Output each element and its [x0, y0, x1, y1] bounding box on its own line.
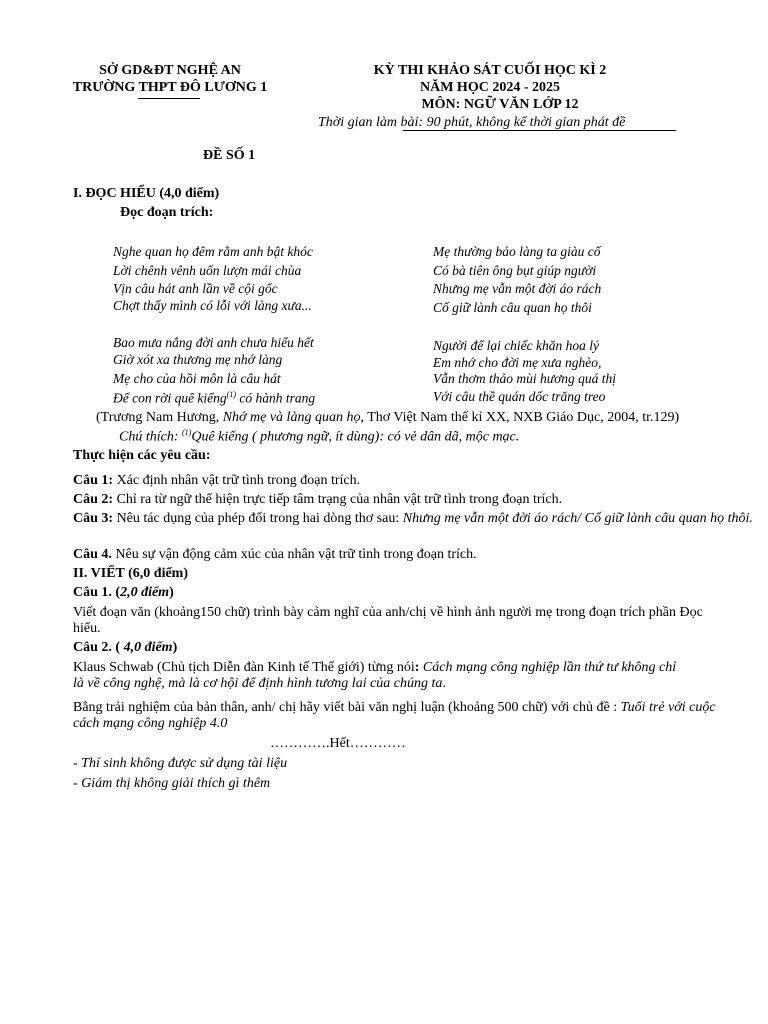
poem-left-line-last: [113, 390, 315, 407]
quote: Cách mạng công nghiệp lần thứ tư không chỉ là về công nghệ, mà là cơ hội để định hình tương lai của chúng ta: [73, 660, 677, 691]
poem-left-line: Nghe quan họ đêm rằm anh bật khóc: [113, 244, 313, 259]
question-2: [73, 492, 753, 508]
source-publication: , Thơ Việt Nam thế kỉ XX, NXB Giáo Dục, 2004, tr.129): [360, 410, 680, 425]
poem-left-line: Chợt thấy mình có lỗi với làng xưa...: [113, 298, 312, 313]
annotation-text: Quê kiểng ( phương ngữ, ít dùng): có vẻ dân dã, mộc mạc.: [191, 429, 520, 445]
writing-question-1-heading: [73, 585, 174, 601]
source-author: (Trương Nam Hương,: [96, 410, 223, 425]
poem-right-line: Em nhớ cho đời mẹ xưa nghèo,: [433, 355, 602, 370]
department-name: SỞ GD&ĐT NGHỆ AN: [99, 63, 241, 78]
colon: :: [414, 660, 423, 675]
score: 2,0 điểm: [120, 585, 170, 600]
writing-question-1-text: Viết đoạn văn (khoảng150 chữ) trình bày cảm nghĩ của anh/chị về hình ảnh người mẹ trong đoạn trích phần Đọc hiểu.: [73, 605, 703, 636]
question-label: Câu 3:: [73, 511, 114, 526]
subject-line: MÔN: NGỮ VĂN LỚP 12: [421, 97, 579, 112]
source-title: Nhớ mẹ và làng quan họ: [222, 410, 361, 425]
question-text: Nêu tác dụng của phép đối trong hai dòng thơ sau:: [113, 511, 403, 526]
requirements-heading: Thực hiện các yêu cầu:: [73, 448, 211, 463]
time-note: Thời gian làm bài: 90 phút, không kể thời gian phát đề: [318, 115, 626, 130]
score: 4,0 điểm: [123, 640, 173, 655]
question-text: Chỉ ra từ ngữ thể hiện trực tiếp tâm trạng của nhân vật trữ tình trong đoạn trích.: [113, 492, 563, 507]
poem-right-line: Cố giữ lành câu quan họ thôi: [433, 300, 592, 315]
question-quote: Nhưng mẹ vẫn một đời áo rách/ Cố giữ lành câu quan họ thôi.: [402, 511, 753, 526]
question-label: Câu 1:: [73, 473, 114, 488]
footnote: - Thí sinh không được sử dụng tài liệu: [73, 756, 288, 771]
end-mark: ………….Hết…………: [270, 736, 406, 751]
label: Câu 2. (: [73, 640, 124, 655]
poem-right-line: Vẫn thơm thảo mùi hương quá thị: [433, 371, 617, 386]
school-name: TRƯỜNG THPT ĐÔ LƯƠNG 1: [72, 80, 268, 95]
text: Bằng trải nghiệm của bản thân, anh/ chị hãy viết bài văn nghị luận (khoảng 500 chữ) với chủ đề :: [73, 700, 621, 715]
annotation-sup: (1): [182, 428, 192, 437]
poem-left-line: Lời chênh vênh uốn lượn mái chùa: [113, 263, 302, 278]
school-underline: [138, 98, 200, 99]
question-label: Câu 4.: [73, 547, 112, 562]
question-text: Xác định nhân vật trữ tình trong đoạn trích.: [113, 473, 361, 488]
poem-left-line: Mẹ cho của hồi môn là câu hát: [113, 371, 281, 386]
writing-question-2-heading: [73, 640, 177, 656]
poem-left-line: Vịn câu hát anh lần về cội gốc: [113, 281, 278, 296]
poem-right-line: Nhưng mẹ vẫn một đời áo rách: [433, 281, 602, 296]
close: ): [172, 640, 178, 655]
writing-question-2-task: [73, 700, 741, 732]
poem-source: [96, 410, 679, 426]
footnote: - Giám thị không giải thích gì thêm: [73, 776, 271, 791]
poem-left-line: Giờ xót xa thương mẹ nhớ làng: [113, 352, 283, 367]
exam-title: KỲ THI KHẢO SÁT CUỐI HỌC KÌ 2: [373, 63, 607, 78]
period: .: [442, 676, 446, 691]
question-3: [73, 511, 753, 527]
question-label: Câu 2:: [73, 492, 114, 507]
annotation: [119, 428, 519, 446]
close: ): [169, 585, 174, 600]
label: Câu 1. (: [73, 585, 121, 600]
exam-code: ĐỀ SỐ 1: [203, 148, 256, 163]
school-year: NĂM HỌC 2024 - 2025: [420, 80, 560, 95]
section-writing-title: II. VIẾT (6,0 điểm): [73, 566, 189, 581]
poem-left-line: Bao mưa nắng đời anh chưa hiểu hết: [113, 335, 314, 350]
question-text: Nêu sự vận động cảm xúc của nhân vật trữ tình trong đoạn trích.: [111, 547, 477, 562]
writing-question-2-quote: [73, 660, 683, 692]
question-1: [73, 473, 753, 489]
poem-right-line: Có bà tiên ông bụt giúp người: [433, 263, 597, 278]
annotation-label: Chú thích:: [119, 429, 182, 445]
section-reading-title: I. ĐỌC HIỂU (4,0 điểm): [73, 186, 220, 201]
poem-right-line: Mẹ thường bảo làng ta giàu cố: [433, 244, 601, 259]
text: Klaus Schwab (Chủ tịch Diễn đàn Kinh tế Thế giới) từng nói: [73, 660, 415, 675]
poem-text: có hành trang: [236, 390, 316, 406]
footnote-ref: (1): [226, 390, 236, 399]
question-4: [73, 547, 753, 563]
poem-right-line: Với câu thề quán dốc trăng treo: [433, 389, 606, 404]
time-underline: [403, 130, 676, 131]
topic: Tuổi trẻ với cuộc cách mạng công nghiệp 4.0: [73, 700, 716, 731]
poem-text: Để con rời quê kiểng: [113, 390, 227, 406]
poem-right-line: Người để lại chiếc khăn hoa lý: [433, 338, 600, 353]
reading-intro: Đọc đoạn trích:: [120, 205, 214, 220]
